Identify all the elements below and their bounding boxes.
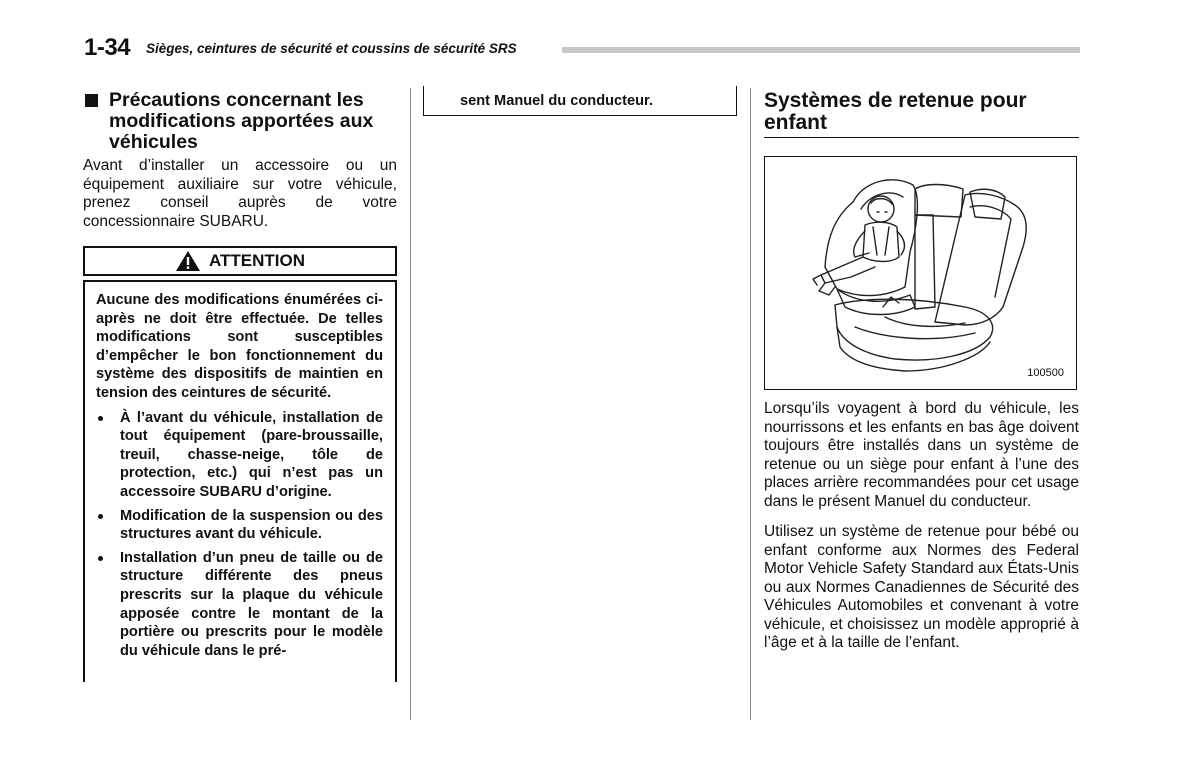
warning-triangle-icon: [175, 250, 201, 272]
column-divider: [750, 88, 751, 720]
list-item-text: Installation d’un pneu de taille ou de structure différente des pneus prescrits sur la plaque du véhicule apposée contre le montant de la portière ou prescrits pour le modèle du véhicule dans le pré-: [120, 549, 383, 659]
rear-seat-with-child-seat-drawing: [765, 157, 1075, 388]
left-column: [83, 90, 397, 682]
section-heading: [83, 90, 397, 153]
body-paragraph: Lorsqu’ils voyagent à bord du véhicule, les nourrissons et les enfants en bas âge doivent toujours être installés dans un système de retenue ou un siège pour enfant à l’une des places arrière recommandées pour cet usage dans le présent Manuel du conducteur.: [764, 400, 1079, 510]
attention-banner: [83, 246, 397, 276]
right-column: [764, 90, 1079, 653]
continued-text: sent Manuel du conducteur.: [460, 93, 653, 109]
section-heading-text: Précautions concernant les modifications apportées aux véhicules: [109, 89, 374, 153]
figure-code: 100500: [1027, 367, 1064, 379]
child-seat-illustration: [764, 156, 1077, 390]
square-bullet-icon: [85, 94, 98, 107]
list-item: [96, 507, 383, 544]
list-item: [96, 409, 383, 502]
page-number: 1-34: [84, 34, 131, 61]
attention-label: ATTENTION: [208, 251, 305, 270]
body-paragraph: Utilisez un système de retenue pour bébé ou enfant conforme aux Normes des Federal Motor Vehicle Safety Standard aux États-Unis ou aux Normes Canadiennes de Sécurité des Véhicules Automobiles et convenant à votre véhicule, et choisissez un modèle approprié à l’âge et à la taille de l’enfant.: [764, 523, 1079, 651]
warning-list: [96, 409, 383, 661]
warning-box: [83, 280, 397, 682]
list-item-text: À l’avant du véhicule, installation de tout équipement (pare-broussaille, treuil, chasse-neige, tôle de protection, etc.) qui n’est pas un accessoire SUBARU d’origine.: [120, 409, 383, 500]
list-item: [96, 549, 383, 661]
bullet-dot-icon: [98, 556, 103, 561]
bullet-dot-icon: [98, 514, 103, 519]
intro-paragraph: Avant d’installer un accessoire ou un équipement auxiliaire sur votre véhicule, prenez conseil auprès de votre concessionnaire SUBARU.: [83, 157, 397, 230]
list-item-text: Modification de la suspension ou des structures avant du véhicule.: [120, 507, 383, 543]
warning-text: Aucune des modifications énumérées ci-après ne doit être effectuée. De telles modifications sont susceptibles d’empêcher le bon fonctionnement du système des dispositifs de maintien en tension des ceintures de sécurité.: [96, 292, 383, 401]
page-header: [84, 34, 1080, 64]
bullet-dot-icon: [98, 416, 103, 421]
continued-warning-box: [423, 86, 737, 116]
section-heading: Systèmes de retenue pour enfant: [764, 90, 1079, 138]
column-divider: [410, 88, 411, 720]
header-rule: [562, 47, 1080, 53]
chapter-title: Sièges, ceintures de sécurité et coussins de sécurité SRS: [146, 41, 517, 56]
